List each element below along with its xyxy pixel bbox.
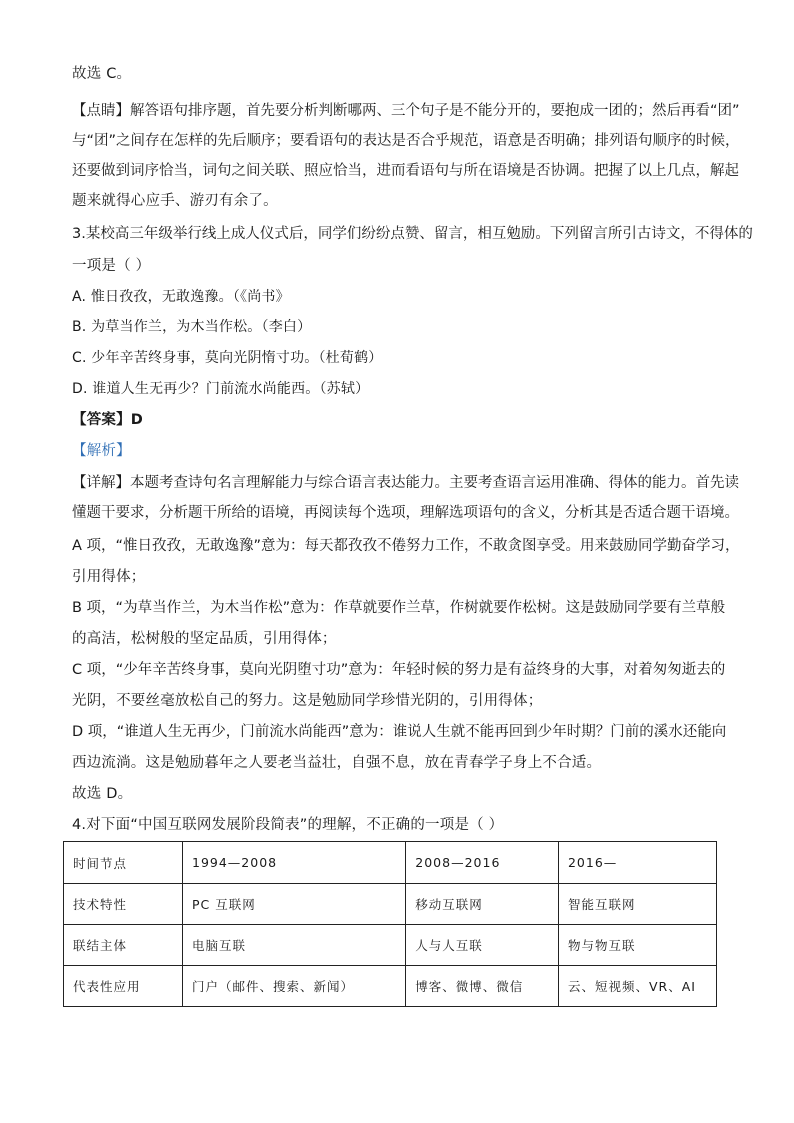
answer-line: 故选 C。 [72,66,132,82]
table-cell: 智能互联网 [558,884,716,925]
tip-paragraph-line: 与“团”之间存在怎样的先后顺序；要看语句的表达是否合乎规范，语意是否明确；排列语句顺序的时候， [72,133,740,149]
explanation-line: 西边流淌。这是勉励暮年之人要老当益壮，自强不息，放在青春学子身上不合适。 [72,755,602,771]
explanation-line: 懂题干要求，分析题干所给的语境，再阅读每个选项，理解选项语句的含义，分析其是否适合题干语境。 [72,505,739,521]
explanation-line: B 项，“为草当作兰，为木当作松”意为：作草就要作兰草，作树就要作松树。这是鼓励同学要有兰草般 [72,600,726,616]
table-cell: 云、短视频、VR、AI [558,966,716,1007]
question-4-stem: 4.对下面“中国互联网发展阶段简表”的理解，不正确的一项是（ ） [72,817,504,833]
analysis-label: 【解析】 [72,443,131,459]
table-cell: 物与物互联 [558,925,716,966]
table-cell: 电脑互联 [183,925,406,966]
table-cell: 人与人互联 [406,925,559,966]
option-b: B. 为草当作兰，为木当作松。（李白） [72,319,312,335]
internet-stages-table [63,841,717,1007]
table-row [64,884,717,925]
option-d: D. 谁道人生无再少？门前流水尚能西。（苏轼） [72,381,370,397]
option-a: A. 惟日孜孜，无敢逸豫。（《尚书》 [72,289,290,305]
question-3-stem: 3.某校高三年级举行线上成人仪式后，同学们纷纷点赞、留言，相互勉励。下列留言所引古诗文，不得体的 [72,226,753,242]
table-cell: 移动互联网 [406,884,559,925]
table-cell: 2016— [558,842,716,884]
table-cell: 技术特性 [64,884,183,925]
tip-paragraph-line: 还要做到词序恰当，词句之间关联、照应恰当，进而看语句与所在语境是否协调。把握了以上几点，解起 [72,163,739,179]
table-cell: 博客、微博、微信 [406,966,559,1007]
explanation-line: 的高洁，松树般的坚定品质，引用得体； [72,631,337,647]
explanation-line: C 项，“少年辛苦终身事，莫向光阴堕寸功”意为：年轻时候的努力是有益终身的大事，对着匆匆逝去的 [72,662,726,678]
explanation-line: D 项，“谁道人生无再少，门前流水尚能西”意为：谁说人生就不能再回到少年时期？门前的溪水还能向 [72,724,727,740]
table-cell: 门户（邮件、搜索、新闻） [183,966,406,1007]
table-row [64,966,717,1007]
table-cell: PC 互联网 [183,884,406,925]
explanation-line: 光阴，不要丝毫放松自己的努力。这是勉励同学珍惜光阴的，引用得体； [72,693,543,709]
question-3-stem: 一项是（ ） [72,258,151,274]
table-cell: 1994—2008 [183,842,406,884]
answer-label: 【答案】D [72,412,144,428]
answer-line: 故选 D。 [72,786,133,802]
explanation-line: 【详解】本题考查诗句名言理解能力与综合语言表达能力。主要考查语言运用准确、得体的能力。首先读 [72,475,739,491]
table-row [64,925,717,966]
table-cell: 联结主体 [64,925,183,966]
table-cell: 2008—2016 [406,842,559,884]
explanation-line: A 项，“惟日孜孜，无敢逸豫”意为：每天都孜孜不倦努力工作，不敢贪图享受。用来鼓励同学勤奋学习， [72,538,740,554]
tip-paragraph-line: 题来就得心应手、游刃有余了。 [72,193,278,209]
table-cell: 时间节点 [64,842,183,884]
option-c: C. 少年辛苦终身事，莫向光阴惰寸功。（杜荀鹤） [72,350,383,366]
explanation-line: 引用得体； [72,569,146,585]
tip-paragraph-line: 【点睛】解答语句排序题，首先要分析判断哪两、三个句子是不能分开的，要抱成一团的；然后再看“团” [72,103,740,119]
table-cell: 代表性应用 [64,966,183,1007]
table-row [64,842,717,884]
